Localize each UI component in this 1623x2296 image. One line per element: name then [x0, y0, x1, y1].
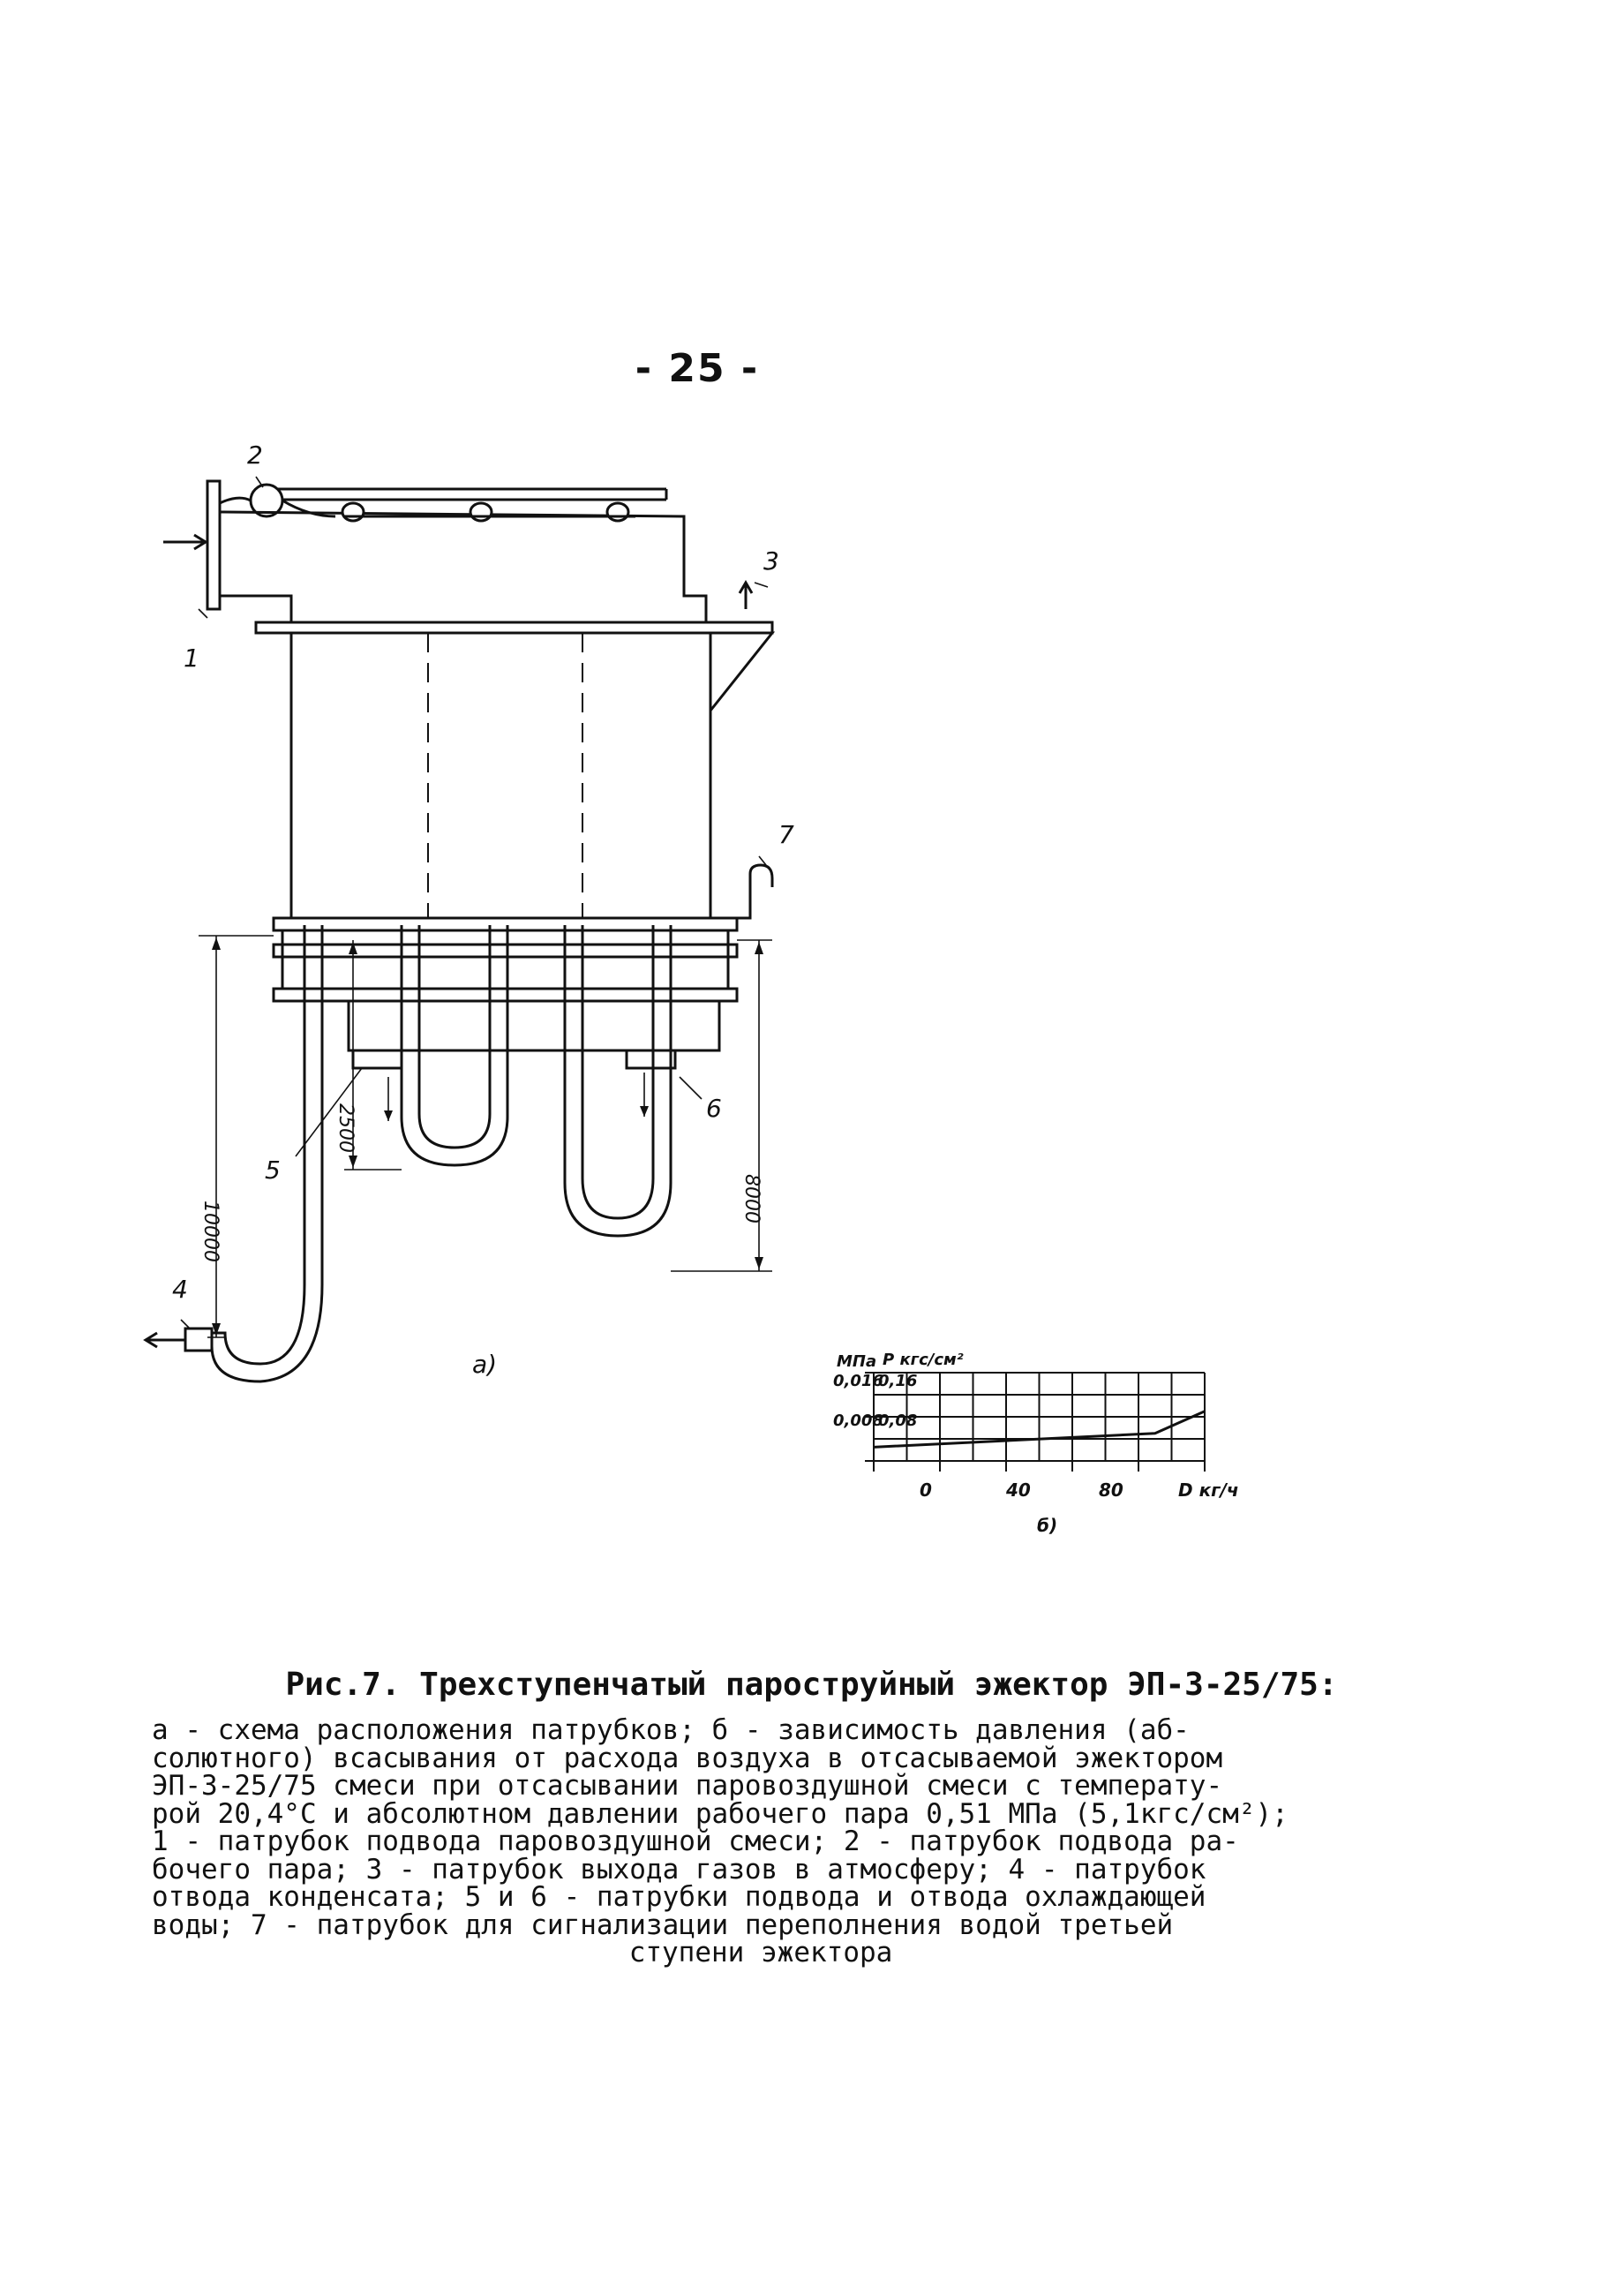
- y-tick-kgf-016: 0,16: [878, 1372, 918, 1390]
- x-tick-40: 40: [1006, 1479, 1031, 1501]
- caption-line: а - схема расположения патрубков; б - зависимость давления (аб-: [152, 1714, 1190, 1746]
- page-number: - 25 -: [635, 346, 760, 391]
- caption-line: бочего пара; 3 - патрубок выхода газов в атмосферу; 4 - патрубок: [152, 1853, 1206, 1886]
- callout-5: 5: [265, 1156, 281, 1185]
- y-unit-kgf: Р кгс/см²: [883, 1351, 964, 1369]
- callout-1: 1: [184, 644, 199, 673]
- dimension-8000: 8000: [740, 1174, 763, 1223]
- figure-a-label: а): [472, 1350, 498, 1379]
- y-unit-mpa: МПа: [837, 1352, 877, 1371]
- y-tick-mpa-0016: 0,016: [833, 1372, 883, 1390]
- y-tick-mpa-0008: 0,008: [833, 1411, 883, 1430]
- callout-6: 6: [706, 1094, 722, 1123]
- figure-caption-title: Рис.7. Трехступенчатый пароструйный эжектор ЭП-3-25/75:: [285, 1667, 1338, 1703]
- callout-7: 7: [778, 820, 794, 849]
- caption-line: воды; 7 - патрубок для сигнализации переполнения водой третьей: [152, 1908, 1174, 1941]
- caption-line: отвода конденсата; 5 и 6 - патрубки подвода и отвода охлаждающей: [152, 1881, 1206, 1913]
- x-tick-80: 80: [1099, 1479, 1123, 1501]
- x-axis-unit: D кг/ч: [1178, 1479, 1239, 1501]
- caption-line: солютного) всасывания от расхода воздуха в отсасываемой эжектором: [152, 1742, 1223, 1774]
- figure-b-label: б): [1037, 1515, 1058, 1536]
- y-tick-kgf-008: 0,08: [878, 1411, 918, 1430]
- callout-4: 4: [172, 1275, 188, 1304]
- caption-last-line: ступени эжектора: [628, 1937, 893, 1969]
- dimension-2500: 2500: [334, 1103, 357, 1153]
- callout-3: 3: [763, 546, 779, 576]
- figure-caption-body: [152, 1714, 1387, 1969]
- caption-line: ЭП-3-25/75 смеси при отсасывании паровоздушной смеси с температу-: [152, 1770, 1223, 1802]
- caption-line: рой 20,4°С и абсолютном давлении рабочего пара 0,51 МПа (5,1кгс/см²);: [152, 1797, 1289, 1830]
- caption-line: 1 - патрубок подвода паровоздушной смеси; 2 - патрубок подвода ра-: [152, 1826, 1239, 1857]
- dimension-10000: 10000: [199, 1201, 222, 1262]
- callout-2: 2: [247, 440, 263, 470]
- x-tick-0: 0: [920, 1479, 932, 1501]
